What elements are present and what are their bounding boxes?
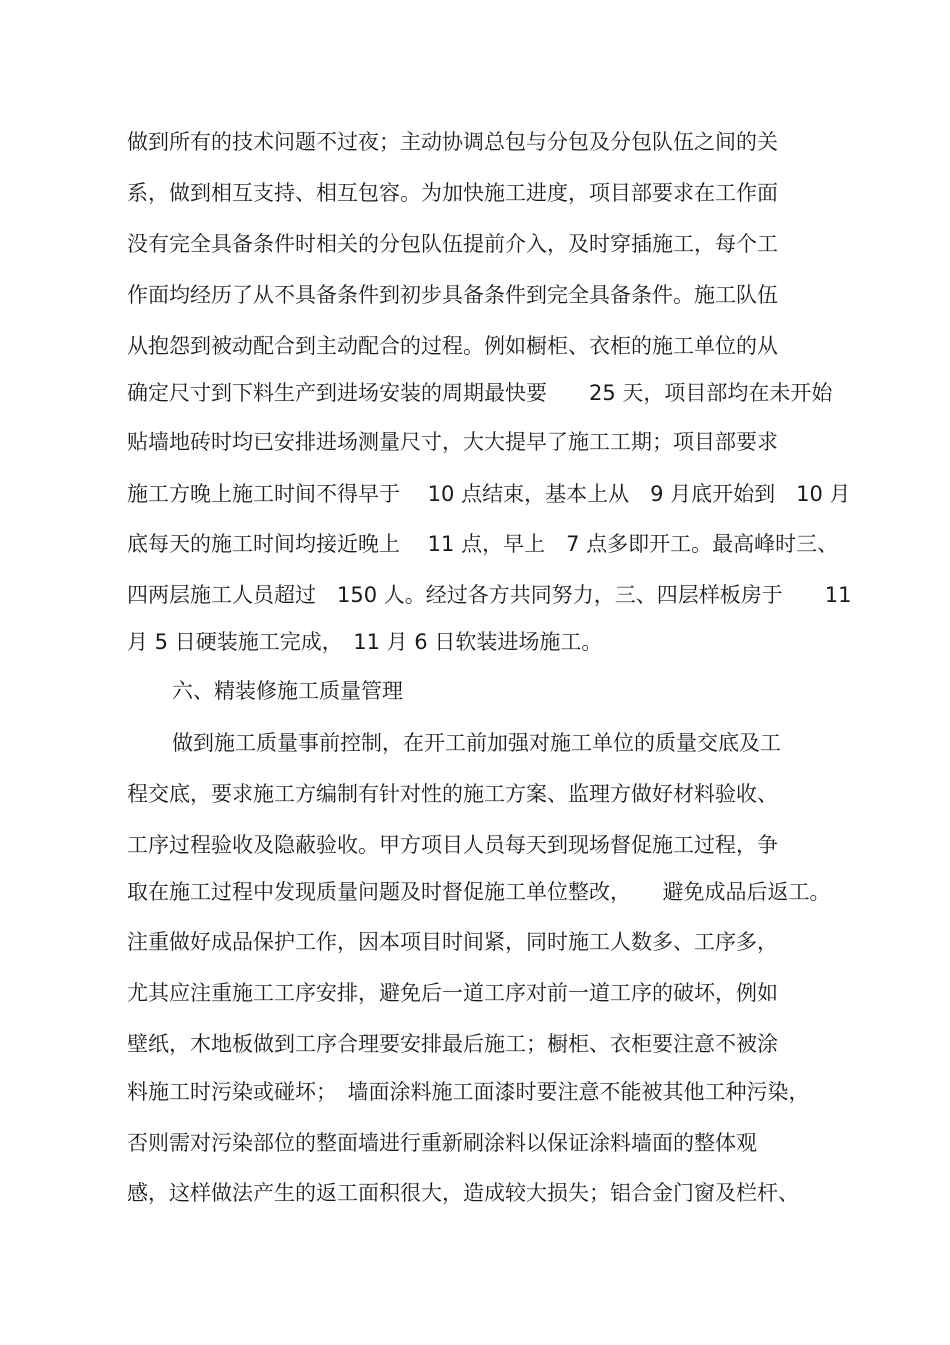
paragraph-line-3: 没有完全具备条件时相关的分包队伍提前介入，及时穿插施工，每个工 <box>127 232 778 256</box>
paragraph-line-17: 尤其应注重施工工序安排，避免后一道工序对前一道工序的破坏，例如 <box>127 981 778 1005</box>
paragraph-line-16: 注重做好成品保护工作，因本项目时间紧，同时施工人数多、工序多， <box>127 930 778 954</box>
paragraph-line-10: 四两层施工人员超过 150 人。经过各方共同努力，三、四层样板房于 11 <box>127 583 852 607</box>
paragraph-line-8: 施工方晚上施工时间不得早于 10 点结束，基本上从 9 月底开始到 10 月 <box>127 482 851 506</box>
paragraph-line-6: 确定尺寸到下料生产到进场安装的周期最快要 25 天，项目部均在未开始 <box>127 381 833 405</box>
paragraph-line-4: 作面均经历了从不具备条件到初步具备条件到完全具备条件。施工队伍 <box>127 283 778 307</box>
paragraph-line-11: 月 5 日硬装施工完成， 11 月 6 日软装进场施工。 <box>127 630 603 654</box>
paragraph-line-1: 做到所有的技术问题不过夜；主动协调总包与分包及分包队伍之间的关 <box>127 130 778 154</box>
paragraph-line-5: 从抱怨到被动配合到主动配合的过程。例如橱柜、衣柜的施工单位的从 <box>127 334 778 358</box>
paragraph-line-9: 底每天的施工时间均接近晚上 11 点，早上 7 点多即开工。最高峰时三、 <box>127 532 839 556</box>
paragraph-line-18: 壁纸，木地板做到工序合理要安排最后施工；橱柜、衣柜要注意不被涂 <box>127 1032 778 1056</box>
paragraph-line-20: 否则需对污染部位的整面墙进行重新刷涂料以保证涂料墙面的整体观 <box>127 1131 757 1155</box>
paragraph-line-7: 贴墙地砖时均已安排进场测量尺寸，大大提早了施工工期；项目部要求 <box>127 430 778 454</box>
paragraph-line-14: 工序过程验收及隐蔽验收。甲方项目人员每天到现场督促施工过程，争 <box>127 833 778 857</box>
paragraph-line-12: 做到施工质量事前控制，在开工前加强对施工单位的质量交底及工 <box>172 731 781 755</box>
paragraph-line-15: 取在施工过程中发现质量问题及时督促施工单位整改， 避免成品后返工。 <box>127 880 831 904</box>
paragraph-line-13: 程交底，要求施工方编制有针对性的施工方案、监理方做好材料验收、 <box>127 782 778 806</box>
paragraph-line-19: 料施工时污染或碰坏； 墙面涂料施工面漆时要注意不能被其他工种污染， <box>127 1080 810 1104</box>
paragraph-line-2: 系，做到相互支持、相互包容。为加快施工进度，项目部要求在工作面 <box>127 181 778 205</box>
paragraph-line-21: 感，这样做法产生的返工面积很大，造成较大损失；铝合金门窗及栏杆、 <box>127 1181 799 1205</box>
section-heading: 六、精装修施工质量管理 <box>172 679 403 703</box>
